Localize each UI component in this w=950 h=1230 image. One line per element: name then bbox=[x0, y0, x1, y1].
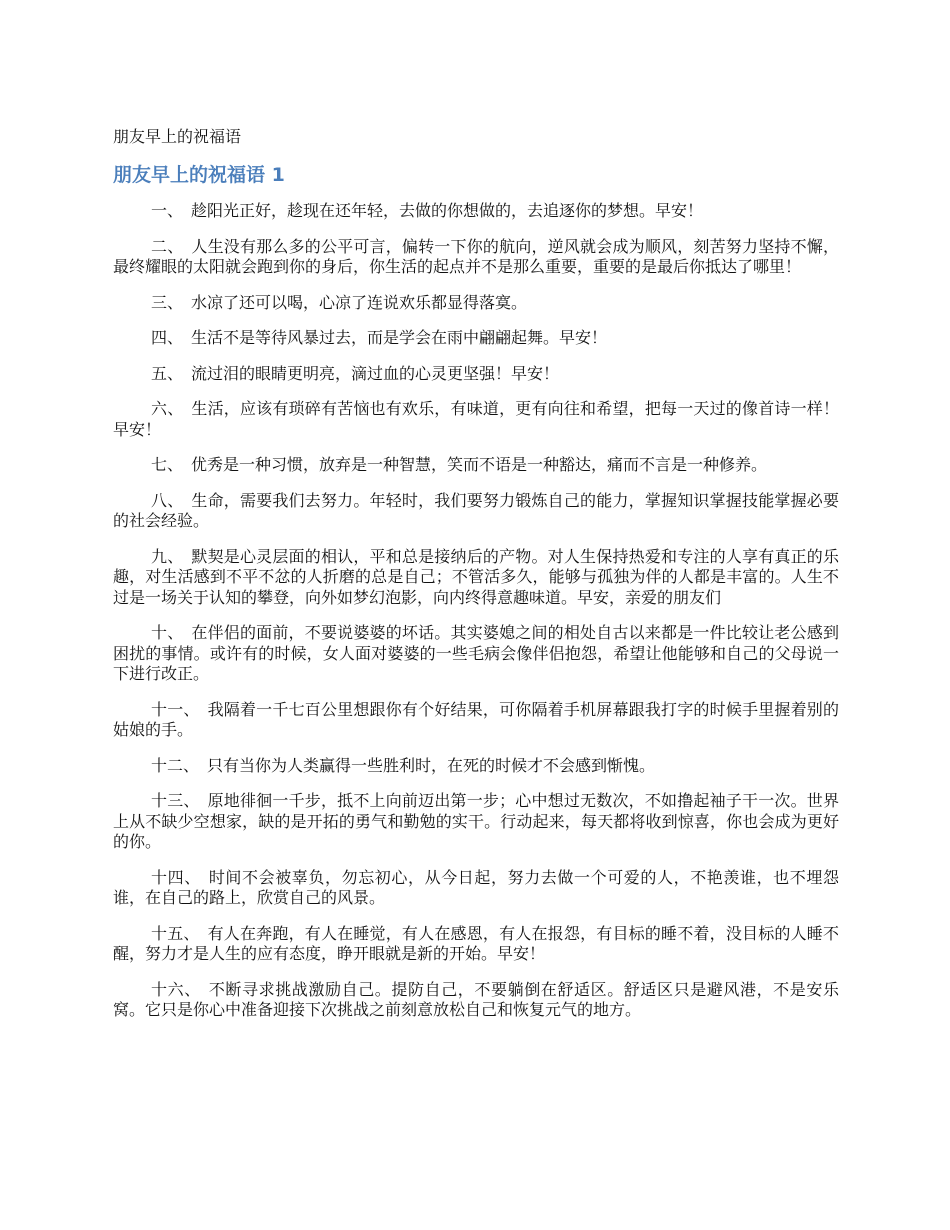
paragraph-number: 十六、 bbox=[151, 979, 201, 999]
document-title: 朋友早上的祝福语 bbox=[113, 127, 242, 146]
paragraph bbox=[113, 201, 839, 222]
paragraph-number: 五、 bbox=[151, 363, 184, 383]
paragraph bbox=[113, 980, 839, 1021]
paragraph-number: 九、 bbox=[151, 546, 184, 566]
paragraph-text: 生活，应该有琐碎有苦恼也有欢乐，有味道，更有向往和希望，把每一天过的像首诗一样！早安！ bbox=[113, 399, 839, 439]
paragraph bbox=[113, 399, 839, 440]
paragraph-number: 六、 bbox=[151, 399, 184, 418]
paragraph-text: 有人在奔跑，有人在睡觉，有人在感恩，有人在报怨，有目标的睡不着，没目标的人睡不醒，努力才是人生的应有态度，睁开眼就是新的开始。早安！ bbox=[113, 923, 839, 963]
paragraph-text: 在伴侣的面前，不要说婆婆的坏话。其实婆媳之间的相处自古以来都是一件比较让老公感到困扰的事情。或许有的时候，女人面对婆婆的一些毛病会像伴侣抱怨，希望让他能够和自己的父母说一下进行改正。 bbox=[113, 623, 839, 683]
paragraph-number: 十一、 bbox=[151, 699, 200, 719]
paragraph bbox=[113, 547, 839, 609]
paragraph bbox=[113, 924, 839, 965]
paragraph-number: 三、 bbox=[151, 292, 184, 312]
paragraph-text: 生命，需要我们去努力。年轻时，我们要努力锻炼自己的能力，掌握知识掌握技能掌握必要的社会经验。 bbox=[113, 490, 839, 530]
paragraph-number: 四、 bbox=[151, 328, 184, 347]
paragraph-text: 只有当你为人类赢得一些胜利时，在死的时候才不会感到惭愧。 bbox=[207, 755, 656, 775]
paragraph bbox=[113, 623, 839, 685]
paragraph bbox=[113, 237, 839, 278]
paragraph bbox=[113, 328, 839, 349]
paragraph bbox=[113, 700, 839, 741]
paragraph bbox=[113, 455, 839, 476]
paragraph-number: 八、 bbox=[151, 490, 184, 510]
paragraph bbox=[113, 756, 839, 777]
paragraph-number: 十、 bbox=[151, 623, 184, 642]
paragraph-text: 优秀是一种习惯，放弃是一种智慧，笑而不语是一种豁达，痛而不言是一种修养。 bbox=[191, 455, 768, 474]
paragraph bbox=[113, 868, 839, 909]
document-content bbox=[113, 126, 839, 1036]
paragraph bbox=[113, 791, 839, 853]
paragraph-number: 十三、 bbox=[151, 791, 200, 810]
section-heading: 朋友早上的祝福语 1 bbox=[113, 164, 285, 186]
paragraph bbox=[113, 293, 839, 314]
paragraph-number: 十四、 bbox=[151, 867, 201, 887]
paragraph-number: 十二、 bbox=[151, 755, 200, 775]
paragraph-text: 人生没有那么多的公平可言，偏转一下你的航向，逆风就会成为顺风，刻苦努力坚持不懈，最终耀眼的太阳就会跑到你的身后，你生活的起点并不是那么重要，重要的是最后你抵达了哪里！ bbox=[113, 236, 839, 276]
paragraph-text: 生活不是等待风暴过去，而是学会在雨中翩翩起舞。早安！ bbox=[191, 328, 608, 347]
paragraph-text: 默契是心灵层面的相认，平和总是接纳后的产物。对人生保持热爱和专注的人享有真正的乐趣，对生活感到不平不忿的人折磨的总是自己；不管活多久，能够与孤独为伴的人都是丰富的。人生不过是一场关于认知的攀登，向外如梦幻泡影，向内终得意趣味道。早安，亲爱的朋友们 bbox=[113, 546, 839, 607]
paragraph bbox=[113, 491, 839, 532]
paragraph bbox=[113, 364, 839, 385]
paragraph-text: 原地徘徊一千步，抵不上向前迈出第一步；心中想过无数次，不如撸起袖子干一次。世界上从不缺少空想家，缺的是开拓的勇气和勤勉的实干。行动起来，每天都将收到惊喜，你也会成为更好的你。 bbox=[113, 791, 839, 851]
paragraph-number: 二、 bbox=[151, 236, 184, 256]
paragraph-text: 趁阳光正好，趁现在还年轻，去做的你想做的，去追逐你的梦想。早安！ bbox=[191, 201, 704, 220]
paragraph-text: 不断寻求挑战激励自己。提防自己，不要躺倒在舒适区。舒适区只是避风港，不是安乐窝。它只是你心中准备迎接下次挑战之前刻意放松自己和恢复元气的地方。 bbox=[113, 979, 839, 1019]
paragraph-text: 水凉了还可以喝，心凉了连说欢乐都显得落寞。 bbox=[191, 292, 528, 312]
paragraph-text: 时间不会被辜负，勿忘初心，从今日起，努力去做一个可爱的人，不艳羡谁，也不埋怨谁，在自己的路上，欣赏自己的风景。 bbox=[113, 867, 839, 907]
paragraph-text: 我隔着一千七百公里想跟你有个好结果，可你隔着手机屏幕跟我打字的时候手里握着别的姑娘的手。 bbox=[113, 699, 839, 739]
paragraph-text: 流过泪的眼睛更明亮，滴过血的心灵更坚强！早安！ bbox=[191, 363, 560, 383]
paragraph-number: 一、 bbox=[151, 201, 184, 220]
paragraph-number: 十五、 bbox=[151, 923, 200, 943]
paragraph-number: 七、 bbox=[151, 455, 184, 474]
